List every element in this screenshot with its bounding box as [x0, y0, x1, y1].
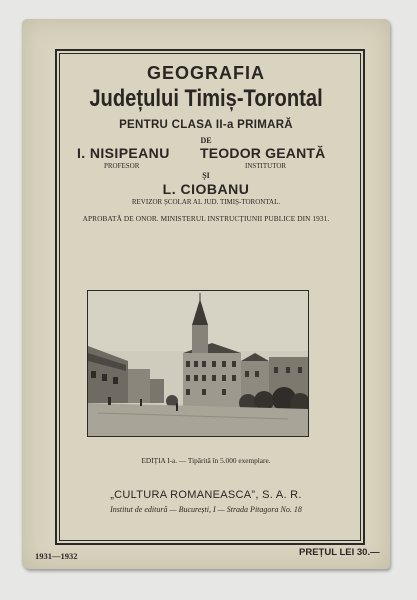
- author-geanta-role: INSTITUTOR: [245, 162, 287, 170]
- author-ciobanu-role: REVIZOR ȘCOLAR AL JUD. TIMIȘ-TORONTAL.: [131, 198, 281, 206]
- title-county: Județului Timiș-Torontal: [89, 85, 323, 112]
- publisher-address: Institut de editură — București, I — Strada Pitagora No. 18: [110, 505, 302, 514]
- book-cover: [22, 19, 390, 569]
- and-label: ȘI: [202, 171, 210, 180]
- school-years: 1931—1932: [35, 551, 78, 561]
- edition-note: EDIȚIA I-a. — Tipărită în 5.000 exemplare.: [141, 456, 271, 465]
- price-label: PREȚUL LEI 30.—: [299, 547, 380, 558]
- by-label: DE: [200, 136, 212, 145]
- author-ciobanu: L. CIOBANU: [162, 181, 250, 197]
- publisher-name: „CULTURA ROMANEASCA”, S. A. R.: [110, 489, 302, 501]
- author-nisipeanu-role: PROFESOR: [104, 162, 140, 170]
- title-geografia: GEOGRAFIA: [146, 63, 265, 83]
- subtitle-class: PENTRU CLASA II-a PRIMARĂ: [119, 119, 293, 131]
- town-square-photo: [87, 290, 309, 437]
- author-nisipeanu: I. NISIPEANU: [77, 145, 170, 161]
- author-geanta: TEODOR GEANTĂ: [200, 145, 326, 161]
- ministry-approval: APROBATĂ DE ONOR. MINISTERUL INSTRUCȚIUNII PUBLICE DIN 1931.: [82, 214, 330, 223]
